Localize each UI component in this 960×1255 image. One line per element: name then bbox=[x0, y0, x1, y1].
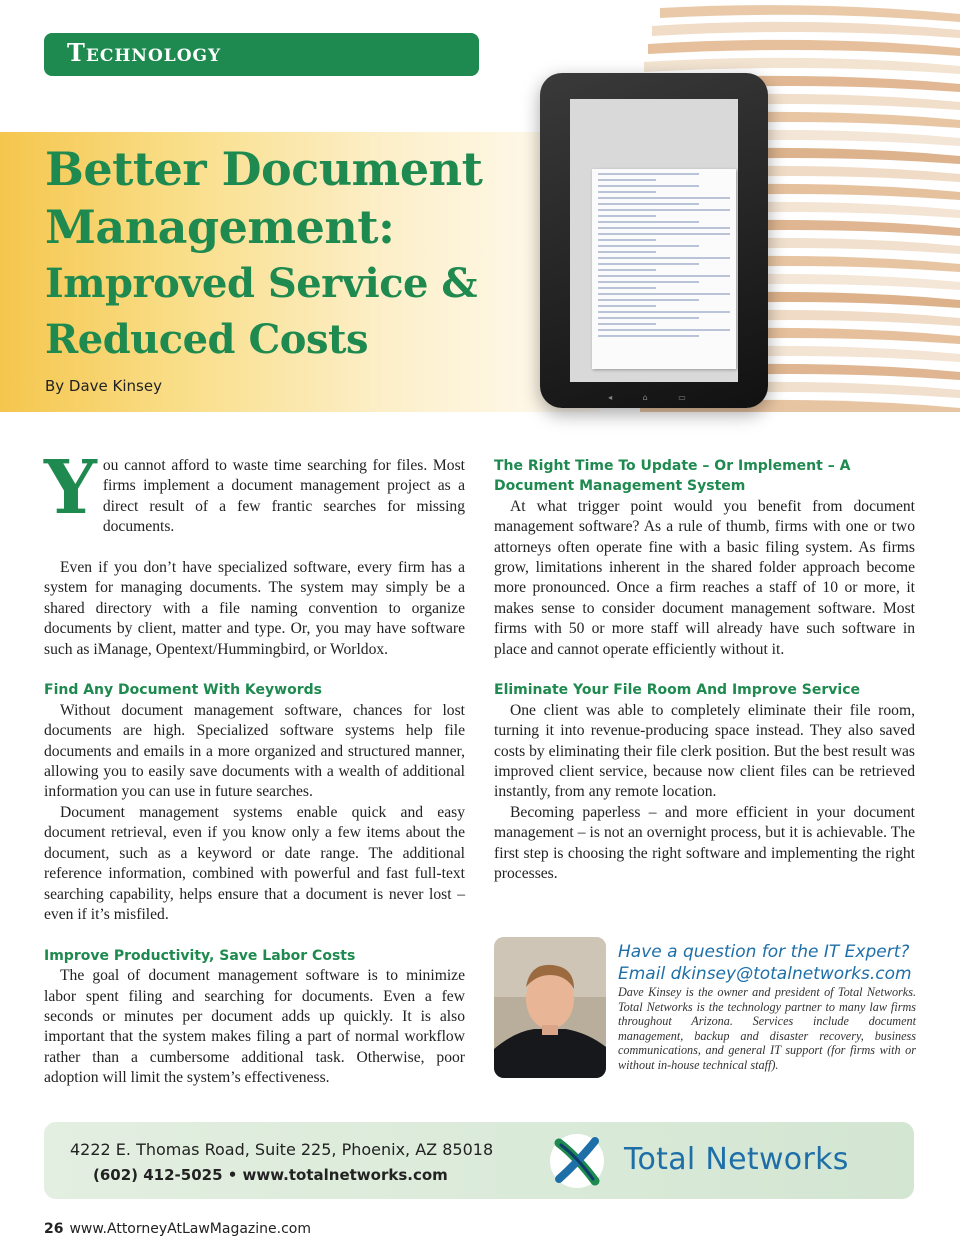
subheading-productivity: Improve Productivity, Save Labor Costs bbox=[44, 947, 356, 964]
page-number: 26 bbox=[44, 1221, 64, 1237]
title-line-2: Management: bbox=[45, 200, 395, 254]
expert-question bbox=[618, 941, 918, 985]
subheading-file-room: Eliminate Your File Room And Improve Service bbox=[494, 682, 860, 699]
intro-paragraph bbox=[44, 445, 465, 538]
question-line: Have a question for the IT Expert? bbox=[618, 942, 910, 962]
drop-cap: Y bbox=[44, 445, 97, 531]
tablet-screen bbox=[570, 99, 738, 382]
ad-contact: (602) 412-5025 • www.totalnetworks.com bbox=[93, 1166, 448, 1184]
paragraph: At what trigger point would you benefit from document management software? As a rule of thumb, firms with one or two attorneys often operate fine with a basic filing system. As firms grow, limitations inherent in the shared folder approach become more pronounced. Once a firm reaches a staff of 10 or more, it makes sense to consider document management software. Most firms with 50 or more staff will already have such software in place and cannot operate efficiently without it. bbox=[494, 497, 915, 658]
title-line-4: Reduced Costs bbox=[45, 316, 368, 363]
article-title bbox=[45, 140, 565, 368]
title-line-1: Better Document bbox=[45, 142, 483, 196]
title-line-3: Improved Service & bbox=[45, 260, 478, 307]
paragraph: The goal of document management software is to minimize labor spent filing and searching for documents. Even a few seconds or minutes per document adds up quickly. It is also important that the system makes filing a part of normal workflow rather than a cumbersome additional task. Otherwise, poor adoption will limit the system’s effectiveness. bbox=[44, 967, 465, 1087]
subheading-keywords: Find Any Document With Keywords bbox=[44, 682, 322, 699]
author-photo bbox=[494, 937, 606, 1078]
tablet-image bbox=[540, 73, 768, 408]
paragraph: Even if you don’t have specialized software, every firm has a system for managing documents. The system may simply be a shared directory with a file naming convention to organize documents by client, matter and type. Or, you may have software such as iManage, Opentext/Hummingbird, or Worldox. bbox=[44, 559, 465, 658]
paragraph: Document management systems enable quick and easy document retrieval, even if you know only a few items about the document, such as a keyword or date range. The additional reference information, combined with powerful and fast full-text searching capability, helps ensure that a document is never lost – even if it’s misfiled. bbox=[44, 803, 465, 923]
email-document-image bbox=[592, 169, 736, 369]
ad-company-name: Total Networks bbox=[624, 1142, 849, 1177]
tablet-nav-icons: ◂ ⌂ ▭ bbox=[608, 393, 700, 402]
subheading-right-time: The Right Time To Update – Or Implement – A Document Management System bbox=[494, 458, 851, 495]
author-bio: Dave Kinsey is the owner and president of Total Networks. Total Networks is the technology partner to many law firms throughout Arizona. Services include document management, backup and disaster recovery, business communications, and general IT support (for firms with or without in-house technical staff). bbox=[618, 985, 916, 1072]
paragraph: Without document management software, chances for lost documents are high. Specialized software systems help file documents and emails in a more organized and structured manner, allowing you to easily save documents with a wealth of additional information you can use in future searches. bbox=[44, 701, 465, 801]
intro-text: ou cannot afford to waste time searching for files. Most firms implement a document management project as a direct result of a few frantic searches for missing documents. bbox=[102, 457, 465, 536]
magazine-url: www.AttorneyAtLawMagazine.com bbox=[69, 1221, 312, 1237]
left-column bbox=[44, 445, 465, 1089]
paragraph: Becoming paperless – and more efficient in your document management – is not an overnight process, but it is achievable. The first step is choosing the right software and implementing the right processes. bbox=[494, 803, 915, 883]
paragraph: One client was able to completely eliminate their file room, turning it into revenue-producing space instead. They also saved costs by eliminating their file clerk position. But the best result was improved client service, because now client files can be retrieved instantly, from any remote location. bbox=[494, 701, 915, 801]
right-column bbox=[494, 456, 915, 885]
byline: By Dave Kinsey bbox=[45, 377, 162, 395]
total-networks-logo-icon bbox=[547, 1131, 607, 1191]
page-footer bbox=[44, 1221, 311, 1237]
section-label: Technology bbox=[67, 38, 222, 67]
sponsor-ad bbox=[44, 1122, 914, 1199]
email-line[interactable]: Email dkinsey@totalnetworks.com bbox=[618, 964, 912, 984]
ad-address: 4222 E. Thomas Road, Suite 225, Phoenix, AZ 85018 bbox=[70, 1140, 494, 1159]
section-banner bbox=[44, 33, 479, 76]
